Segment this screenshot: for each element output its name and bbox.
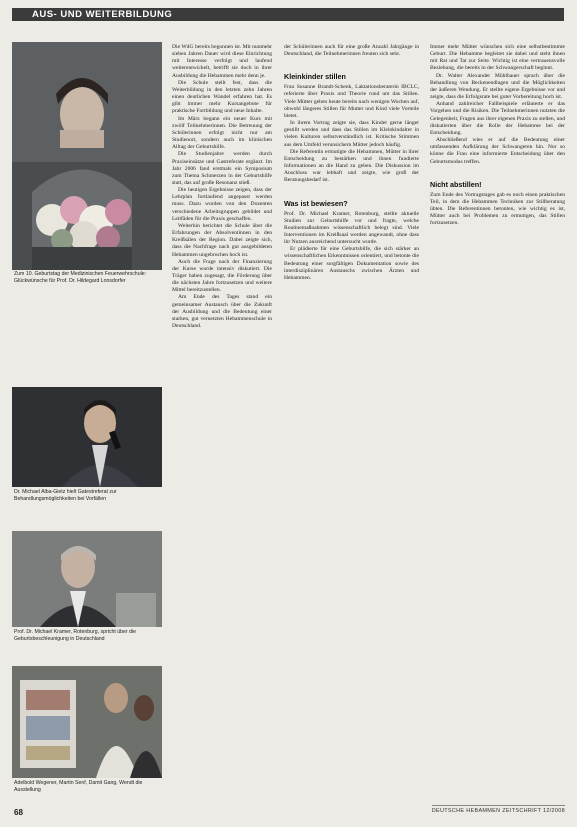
- text-column-3: [284, 44, 419, 802]
- subheading-kleinkinder-stillen: Kleinkinder stillen: [284, 72, 346, 82]
- col2-paragraph: Am Ende des Tages stand ein gemeinsamer Austausch über die Zukunft der Ausbildung und die Bedeutung einer starken, gut vernetzten Hebammenschule in Deutschland.: [172, 294, 272, 330]
- col4-paragraph: Abschließend wies er auf die Bedeutung einer umfassenden Aufklärung der Schwangeren hin. Nur so könne die Frau eine informierte Entscheidung über den Geburtsmodus treffen.: [430, 137, 565, 165]
- photo-speaker-lectern: [12, 531, 162, 627]
- col4-paragraph: Zum Ende des Vortragstages gab es noch einen praktischen Teil, in dem die Hebammen Techniken zur Stillberatung übten. Die Referentinnen betonten, wie wichtig es ist, Mütter auch bei Problemen zu ermutigen, das Stillen fortzusetzen.: [430, 191, 565, 227]
- caption-photo3: Prof. Dr. Michael Kramer, Rotenburg, spricht über die Geburtsbeschleunigung in Deutschland: [14, 629, 136, 642]
- photo-exhibition: [12, 666, 162, 778]
- magazine-name: DEUTSCHE HEBAMMEN ZEITSCHRIFT 12/2008: [431, 808, 565, 814]
- col2-paragraph: Die Schule stellt fest, dass die Weiterbildung in den letzten zehn Jahren einen deutlichen Wandel erfahren hat. Es gibt immer mehr Kursangebote für praktische Fortbildung und neue Inhalte.: [172, 79, 272, 115]
- section-title: AUS- UND WEITERBILDUNG: [32, 9, 173, 20]
- photo-speaker-microphone: [12, 387, 162, 487]
- col2-paragraph: Die Studienjahre werden durch Praxiseinsätze und Gastreferate ergänzt. Im Jahr 2006 fand erstmals ein Symposium zum Thema Schmerzen in der Geburtshilfe statt, das auf große Resonanz stieß.: [172, 151, 272, 186]
- text-column-4: [430, 44, 565, 800]
- subheading-nicht-abstillen: Nicht abstillen!: [430, 179, 482, 189]
- col4-paragraph: Anhand zahlreicher Fallbeispiele erläuterte er das Vorgehen und die Risiken. Die Teilnehmerinnen nutzten die Gelegenheit, Fragen aus ihrer eigenen Praxis zu stellen, und diskutierten über die Rolle der Hebamme bei der Entscheidung.: [430, 101, 565, 136]
- col2-paragraph: Im März begann ein neuer Kurs mit zwölf Teilnehmerinnen. Die Betreuung der Schülerinnen erfolgt nicht nur am Studienort, sondern auch im klinischen Alltag der Geburtshilfe.: [172, 115, 272, 151]
- caption-photo4: Adelbold Wegener, Martin Senf, Damit Gang, Wendt die Ausstellung: [14, 780, 143, 793]
- col2-paragraph: Auch die Frage nach der Finanzierung der Kurse wurde intensiv diskutiert. Die Träger haben zugesagt, die Förderung über die nächsten Jahre fortzusetzen und weitere Mittel bereitzustellen.: [172, 258, 272, 294]
- text-column-2: [172, 44, 272, 802]
- section-header: [12, 8, 564, 21]
- page-number: 68: [14, 808, 23, 817]
- col3-paragraph: der Schülerinnen auch für eine große Anzahl Jahrgänge in Deutschland, die Teilnehmerinnen freuten sich sehr.: [284, 44, 419, 58]
- col3-paragraph: Frau Susanne Brandt-Schenk, Laktationsberaterin IBCLC, referierte über Praxis und Theorie rund um das Stillen. Viele Mütter geben heute bereits nach wenigen Wochen auf, obwohl längeres Stillen für Mutter und Kind viele Vorteile bietet.: [284, 84, 419, 119]
- footer-rule: [432, 805, 565, 806]
- col3-paragraph: Er plädierte für eine Geburtshilfe, die sich stärker an wissenschaftlichen Erkenntnissen orientiert, und betonte die Bedeutung einer sorgfältigen Dokumentation sowie des interdisziplinären Austauschs zwischen Ärzten und Hebammen.: [284, 246, 419, 281]
- col2-paragraph: Die heutigen Ergebnisse zeigen, dass der Lehrplan fortlaufend angepasst werden muss. Dazu wurden von den Dozenten verschiedene Arbeitsgruppen gebildet und Leitfäden für die Praxis geschaffen.: [172, 187, 272, 222]
- photo-portrait-woman: [12, 42, 162, 270]
- col2-paragraph: Weiterhin berichtet die Schule über die Erfahrungen der Absolventinnen in den Kreißsälen der Region. Dabei zeigte sich, dass die Nachfrage nach gut ausgebildeten Hebammen ungebrochen hoch ist.: [172, 222, 272, 258]
- caption-photo1: Zum 10. Geburtstag der Medizinischen Feuerwehrschule: Glückwünsche für Prof. Dr. Hildegard Lonsdorfer: [14, 271, 147, 284]
- caption-photo2: Dr. Michael Alba-Gietz hielt Gatestreferat zur Behandlungsmöglichkeiten bei Vorfällen: [14, 489, 117, 502]
- subheading-was-ist-bewiesen: Was ist bewiesen?: [284, 198, 348, 208]
- col3-paragraph: Prof. Dr. Michael Kramer, Rotenburg, stellte aktuelle Studien zur Geburtshilfe vor und fragte, welche Routinemaßnahmen wissenschaftlich belegt sind. Viele Interventionen im Kreißsaal werden angewandt, ohne dass ihr Nutzen ausreichend untersucht wurde.: [284, 210, 419, 246]
- col3-paragraph: Die Referentin ermutigte die Hebammen, Mütter in ihrer Entscheidung zu bestärken und ihnen fundierte Informationen an die Hand zu geben. Die Diskussion im Anschluss war lebhaft und zeigte, wie groß der Beratungsbedarf ist.: [284, 148, 419, 184]
- col4-paragraph: Immer mehr Mütter wünschen sich eine selbstbestimmte Geburt. Die Hebamme begleitet sie dabei und steht ihnen mit Rat und Tat zur Seite. Wichtig ist eine vertrauensvolle Beziehung, die bereits in der Schwangerschaft beginnt.: [430, 44, 565, 72]
- col3-paragraph: In ihrem Vortrag zeigte sie, dass Kinder gerne länger gestillt werden und dass das Stillen im Kleinkindalter in vielen Kulturen selbstverständlich ist. Kritische Stimmen aus dem Umfeld verunsichern Mütter jedoch häufig.: [284, 120, 419, 148]
- col2-paragraph: Die WdG bereits begonnen ist. Mit nunmehr sieben Jahren Dauer wird diese Einrichtung mit Interesse verfolgt und laufend weiterentwickelt, betrifft sie doch in ihrer Ausbildung die Hebammen mehr denn je.: [172, 44, 272, 79]
- col4-paragraph: Dr. Walter Alexander Mühlbauer sprach über die Behandlung von Beckenendlagen und die Möglichkeiten der äußeren Wendung. Er stellte eigene Ergebnisse vor und zeigte, dass die Erfolgsrate bei guter Vorbereitung hoch ist.: [430, 72, 565, 101]
